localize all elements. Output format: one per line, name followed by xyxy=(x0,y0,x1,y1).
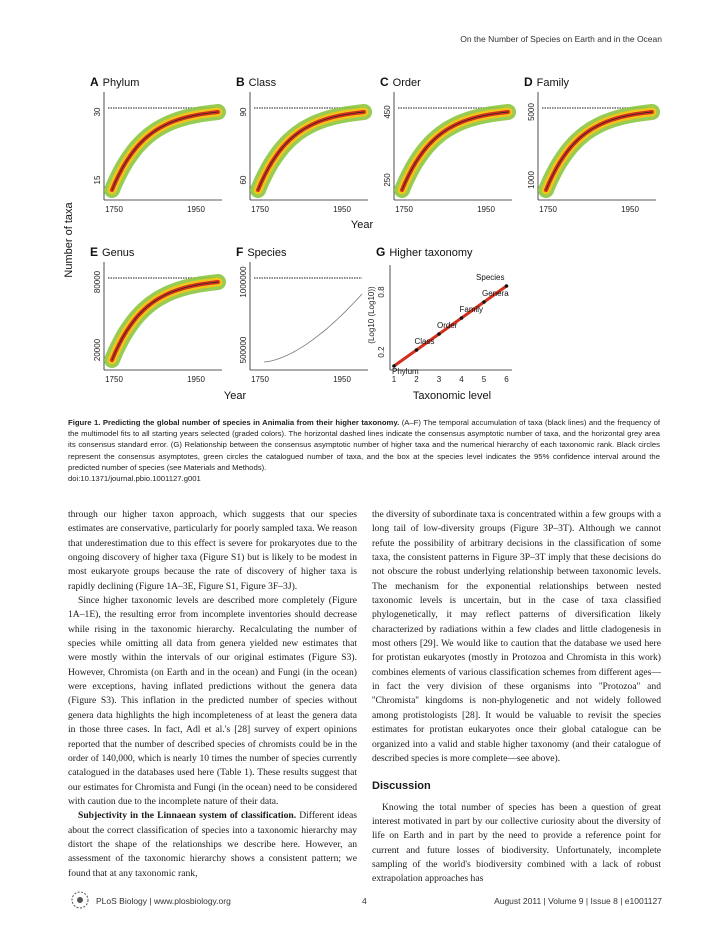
svg-text:GHigher taxonomy xyxy=(376,245,473,259)
figure-1-graphic xyxy=(60,70,660,410)
panel-b xyxy=(236,75,368,214)
y-tick: 15 xyxy=(93,175,102,185)
running-header: On the Number of Species on Earth and in the Ocean xyxy=(460,34,662,44)
panel-f-title: Species xyxy=(247,247,287,259)
x-tick: 1950 xyxy=(333,375,351,384)
footer-journal: PLoS Biology | www.plosbiology.org xyxy=(96,896,231,906)
y-tick: 1000 xyxy=(527,171,536,189)
caption-doi: doi:10.1371/journal.pbio.1001127.g001 xyxy=(68,474,201,484)
panel-g xyxy=(367,245,512,402)
panel-c-letter: C xyxy=(380,75,389,89)
panel-b-letter: B xyxy=(236,75,245,89)
panel-c xyxy=(380,75,512,214)
y-axis-label: Number of taxa xyxy=(63,202,75,278)
panel-f xyxy=(236,245,368,384)
panel-a xyxy=(90,75,222,214)
y-tick: 20000 xyxy=(93,338,102,362)
g-level-label: Family xyxy=(459,305,484,314)
x-axis-label-bottom: Year xyxy=(223,390,247,402)
svg-text:FSpecies xyxy=(236,245,287,259)
g-point xyxy=(482,300,486,304)
y-tick: 250 xyxy=(383,173,392,187)
right-paragraph-1: the diversity of subordinate taxa is concentrated within a few groups with a long tail of low-diversity groups (Figure 3P–3T). Although we cannot refute the possibility of arbitrary decisions in the classification of some taxa, the consistent patterns in Figure 3P–3T imply that these decisions do not obscure the robust underlying relationship between taxonomic levels. The mechanism for the exponential relationships between nested taxonomic levels is uncertain, but in the case of taxa classified phylogenetically, it may reflect patterns of diversification likely characterized by radiations within a few clades and little cladogenesis in most others [29]. We would like to caution that the database we used here for protistan eukaryotes (mostly in Protozoa and Chromista in this work) combines elements of various classification schemes from different ages—in fact the very division of these organisms into ''Protozoa'' and ''Chromista'' kingdoms is non-phylogenetic and not widely followed among protistologists [28]. It would be valuable to revisit the species estimates for protistan eukaryotes once their global catalogue can be organized into a valid and stable higher taxonomy (and their catalogue of described species is more complete—see above). xyxy=(372,509,661,764)
panel-a-letter: A xyxy=(90,75,99,89)
panel-g-x-label: Taxonomic level xyxy=(412,390,492,402)
x-axis-label-top: Year xyxy=(350,219,374,231)
panel-e xyxy=(90,245,222,384)
panel-b-title: Class xyxy=(248,77,277,89)
x-tick: 1750 xyxy=(395,205,413,214)
left-paragraph-2: Since higher taxonomic levels are described more completely (Figure 1A–1E), the resulting error from incomplete inventories should decrease while rising in the taxonomic hierarchy. Recalculating the number of species while omitting all data from genera yielded new estimates that were mostly within the intervals of our original estimates (Figure S3). However, Chromista (on Earth and in the ocean) and Fungi (in the ocean) were exceptions, having inflated predictions without the genera data (Figure S3). This inflation in the predicted number of species without genera data highlights the high incompleteness of at least the genera data in those three cases. In fact, Adl et al.'s [28] survey of expert opinions reported that the number of described species of chromists could be in the order of 140,000, which is nearly 10 times the number of species currently catalogued in the databases used here (Table 1). These results suggest that our estimates for Chromista and Fungi (in the ocean) need to be considered with caution due to the incomplete nature of their data. xyxy=(68,595,357,807)
panel-d-title: Family xyxy=(536,77,570,89)
panel-c-title: Order xyxy=(392,77,421,89)
svg-text:DFamily xyxy=(524,75,570,89)
x-tick: 1750 xyxy=(251,375,269,384)
svg-text:EGenus xyxy=(90,245,135,259)
y-tick: 80000 xyxy=(93,270,102,294)
figure-caption xyxy=(68,417,660,484)
g-level-label: Order xyxy=(437,321,458,330)
g-point xyxy=(460,316,464,320)
y-tick: 1000000 xyxy=(239,266,248,298)
panel-a-title: Phylum xyxy=(102,77,140,89)
g-point xyxy=(415,348,419,352)
panel-g-letter: G xyxy=(376,245,386,259)
x-tick: 1750 xyxy=(105,375,123,384)
figure-1 xyxy=(60,70,660,410)
left-paragraph-1: through our higher taxon approach, which suggests that our species estimates are conservative, particularly for poorly sampled taxa. We reason that underestimation due to this effect is severe for prokaryotes due to the ongoing discovery of higher taxa (Figure S1) but is likely to be modest in most eukaryote groups because the rate of discovery of higher taxa is rapidly declining (Figure 1A–3E, Figure S1, Figure 3F–3J). xyxy=(68,509,357,592)
g-level-label: Species xyxy=(476,273,505,282)
y-tick: 60 xyxy=(239,175,248,185)
footer-page-number: 4 xyxy=(362,896,367,906)
plos-logo-icon xyxy=(68,886,92,916)
svg-text:BClass xyxy=(236,75,277,89)
x-tick: 1750 xyxy=(539,205,557,214)
subjectivity-heading: Subjectivity in the Linnaean system of classification. xyxy=(78,810,297,822)
g-x-tick: 1 xyxy=(391,375,397,384)
right-column xyxy=(372,508,661,887)
left-paragraph-3-text: Different ideas about the correct classification of species into a taxonomic hierarchy may distort the shape of the relationships we describe here. However, an assessment of the taxonomic hierarchy shows a consistent pattern; we found that at any taxonomic rank, xyxy=(68,810,357,879)
x-tick: 1950 xyxy=(187,205,205,214)
x-tick: 1750 xyxy=(251,205,269,214)
g-level-label: Phylum xyxy=(392,367,419,376)
g-x-tick: 4 xyxy=(459,375,464,384)
panel-g-y-tick-0.2: 0.2 xyxy=(377,346,386,358)
y-tick: 450 xyxy=(383,105,392,119)
x-tick: 1950 xyxy=(333,205,351,214)
x-tick: 1950 xyxy=(187,375,205,384)
g-point xyxy=(505,284,509,288)
g-level-label: Genera xyxy=(482,289,509,298)
left-column xyxy=(68,508,357,881)
svg-text:COrder xyxy=(380,75,421,89)
g-x-tick: 2 xyxy=(414,375,419,384)
panel-g-y-tick-0.8: 0.8 xyxy=(377,286,386,298)
y-tick: 5000 xyxy=(527,103,536,121)
g-x-tick: 3 xyxy=(436,375,442,384)
panel-d xyxy=(524,75,656,214)
panel-e-letter: E xyxy=(90,245,99,259)
right-paragraph-2: Knowing the total number of species has been a question of great interest motivated in part by our collective curiosity about the diversity of life on Earth and in part by the need to provide a reference point for current and future losses of biodiversity. Unfortunately, incomplete sampling of the world's biodiversity combined with a lack of robust extrapolation approaches has xyxy=(372,801,661,885)
x-tick: 1950 xyxy=(621,205,639,214)
g-x-tick: 6 xyxy=(504,375,509,384)
panel-d-letter: D xyxy=(524,75,533,89)
footer-issue: August 2011 | Volume 9 | Issue 8 | e1001127 xyxy=(494,896,662,906)
taxa-accumulation-line xyxy=(264,294,362,362)
g-point xyxy=(437,332,441,336)
g-level-label: Class xyxy=(414,337,435,346)
panel-g-title: Higher taxonomy xyxy=(389,247,473,259)
panel-g-marks xyxy=(392,273,510,384)
discussion-heading: Discussion xyxy=(372,780,431,793)
panel-f-letter: F xyxy=(236,245,244,259)
y-tick: 90 xyxy=(239,107,248,117)
left-paragraph-3 xyxy=(68,809,357,881)
svg-text:APhylum xyxy=(90,75,139,89)
page-footer xyxy=(68,886,662,916)
g-x-tick: 5 xyxy=(481,375,487,384)
y-tick: 30 xyxy=(93,107,102,117)
panel-e-title: Genus xyxy=(102,247,135,259)
caption-label: Figure 1. Predicting the global number of species in Animalia from their higher taxonomy. xyxy=(68,418,400,427)
x-tick: 1750 xyxy=(105,205,123,214)
x-tick: 1950 xyxy=(477,205,495,214)
caption-body: (A–F) The temporal accumulation of taxa (black lines) and the frequency of the multimodel fits to all starting years selected (graded colors). The horizontal dashed lines indicate the consensus asymptotic number of taxa, and the horizontal grey area its consensus standard error. (G) Relationship between the consensus asymptotic number of higher taxa and the numerical hierarchy of each taxonomic rank. Black circles represent the consensus asymptotes, green circles the catalogued number of taxa, and the box at the species level indicates the 95% confidence interval around the predicted number of species (see Materials and Methods). xyxy=(68,418,660,472)
y-tick: 500000 xyxy=(239,336,248,364)
panel-g-y-label: (Log10 (Log10)) xyxy=(367,286,376,344)
